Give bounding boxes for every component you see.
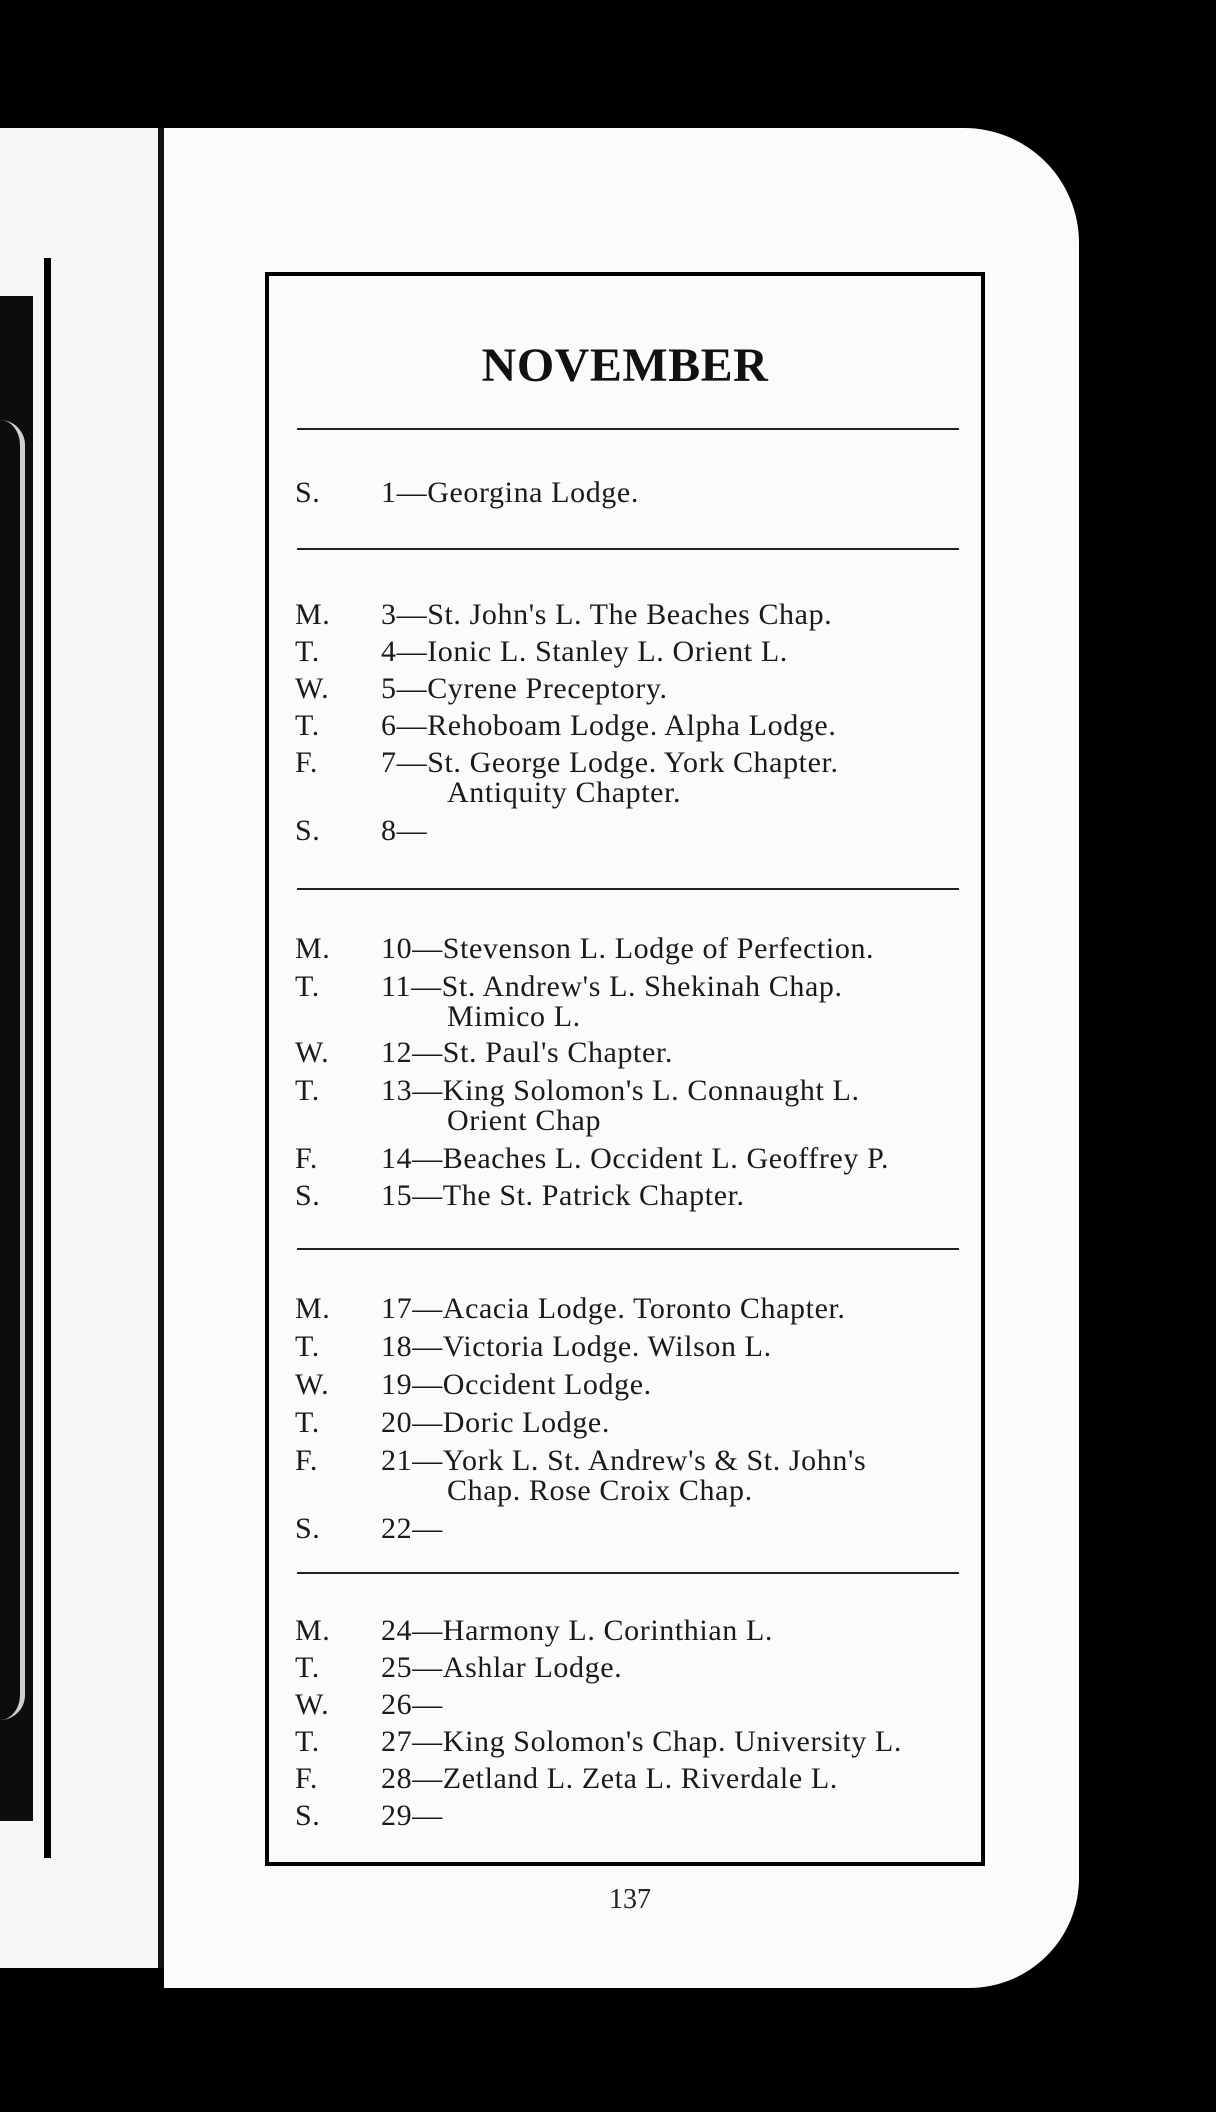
entry-text: 8— xyxy=(381,814,428,847)
entry-text: 24—Harmony L. Corinthian L. xyxy=(381,1614,773,1647)
calendar-frame xyxy=(265,272,985,1866)
entry-text: 10—Stevenson L. Lodge of Perfection. xyxy=(381,932,875,965)
entry-text: 22— xyxy=(381,1512,443,1545)
divider-rule xyxy=(297,428,959,430)
entry-text: 11—St. Andrew's L. Shekinah Chap. xyxy=(381,970,843,1003)
weekday-label: T. xyxy=(295,1725,320,1758)
divider-rule xyxy=(297,1248,959,1250)
entry-text: 3—St. John's L. The Beaches Chap. xyxy=(381,598,833,631)
weekday-label: F. xyxy=(295,746,318,779)
weekday-label: W. xyxy=(295,672,330,705)
weekday-label: F. xyxy=(295,1762,318,1795)
entry-text: 6—Rehoboam Lodge. Alpha Lodge. xyxy=(381,709,837,742)
weekday-label: F. xyxy=(295,1444,318,1477)
weekday-label: T. xyxy=(295,635,320,668)
entry-text: 26— xyxy=(381,1688,443,1721)
divider-rule xyxy=(297,548,959,550)
entry-text: 4—Ionic L. Stanley L. Orient L. xyxy=(381,635,788,668)
entry-text: 12—St. Paul's Chapter. xyxy=(381,1036,673,1069)
entry-text: 14—Beaches L. Occident L. Geoffrey P. xyxy=(381,1142,890,1175)
entry-text: 19—Occident Lodge. xyxy=(381,1368,652,1401)
weekday-label: M. xyxy=(295,1292,331,1325)
weekday-label: S. xyxy=(295,1799,321,1832)
weekday-label: M. xyxy=(295,932,331,965)
divider-rule xyxy=(297,888,959,890)
entry-continuation: Orient Chap xyxy=(447,1104,602,1137)
weekday-label: W. xyxy=(295,1036,330,1069)
divider-rule xyxy=(297,1572,959,1574)
entry-text: 15—The St. Patrick Chapter. xyxy=(381,1179,745,1212)
entry-text: 17—Acacia Lodge. Toronto Chapter. xyxy=(381,1292,846,1325)
entry-continuation: Mimico L. xyxy=(447,1000,581,1033)
previous-page-ornament xyxy=(0,420,25,1720)
weekday-label: T. xyxy=(295,1406,320,1439)
entry-text: 7—St. George Lodge. York Chapter. xyxy=(381,746,839,779)
weekday-label: W. xyxy=(295,1688,330,1721)
weekday-label: T. xyxy=(295,709,320,742)
entry-text: 27—King Solomon's Chap. University L. xyxy=(381,1725,902,1758)
entry-text: 21—York L. St. Andrew's & St. John's xyxy=(381,1444,867,1477)
weekday-label: T. xyxy=(295,1651,320,1684)
weekday-label: S. xyxy=(295,1512,321,1545)
entry-text: 20—Doric Lodge. xyxy=(381,1406,610,1439)
month-title: NOVEMBER xyxy=(481,339,769,392)
entry-text: 1—Georgina Lodge. xyxy=(381,476,639,509)
weekday-label: S. xyxy=(295,1179,321,1212)
entry-continuation: Chap. Rose Croix Chap. xyxy=(447,1474,753,1507)
weekday-label: F. xyxy=(295,1142,318,1175)
entry-text: 25—Ashlar Lodge. xyxy=(381,1651,623,1684)
weekday-label: W. xyxy=(295,1368,330,1401)
entry-text: 5—Cyrene Preceptory. xyxy=(381,672,668,705)
entry-continuation: Antiquity Chapter. xyxy=(447,776,682,809)
weekday-label: S. xyxy=(295,814,321,847)
weekday-label: S. xyxy=(295,476,321,509)
weekday-label: T. xyxy=(295,1074,320,1107)
entry-text: 13—King Solomon's L. Connaught L. xyxy=(381,1074,860,1107)
weekday-label: M. xyxy=(295,598,331,631)
weekday-label: T. xyxy=(295,1330,320,1363)
entry-text: 29— xyxy=(381,1799,443,1832)
entry-text: 28—Zetland L. Zeta L. Riverdale L. xyxy=(381,1762,838,1795)
weekday-label: M. xyxy=(295,1614,331,1647)
page-number: 137 xyxy=(609,1884,651,1915)
weekday-label: T. xyxy=(295,970,320,1003)
entry-text: 18—Victoria Lodge. Wilson L. xyxy=(381,1330,772,1363)
